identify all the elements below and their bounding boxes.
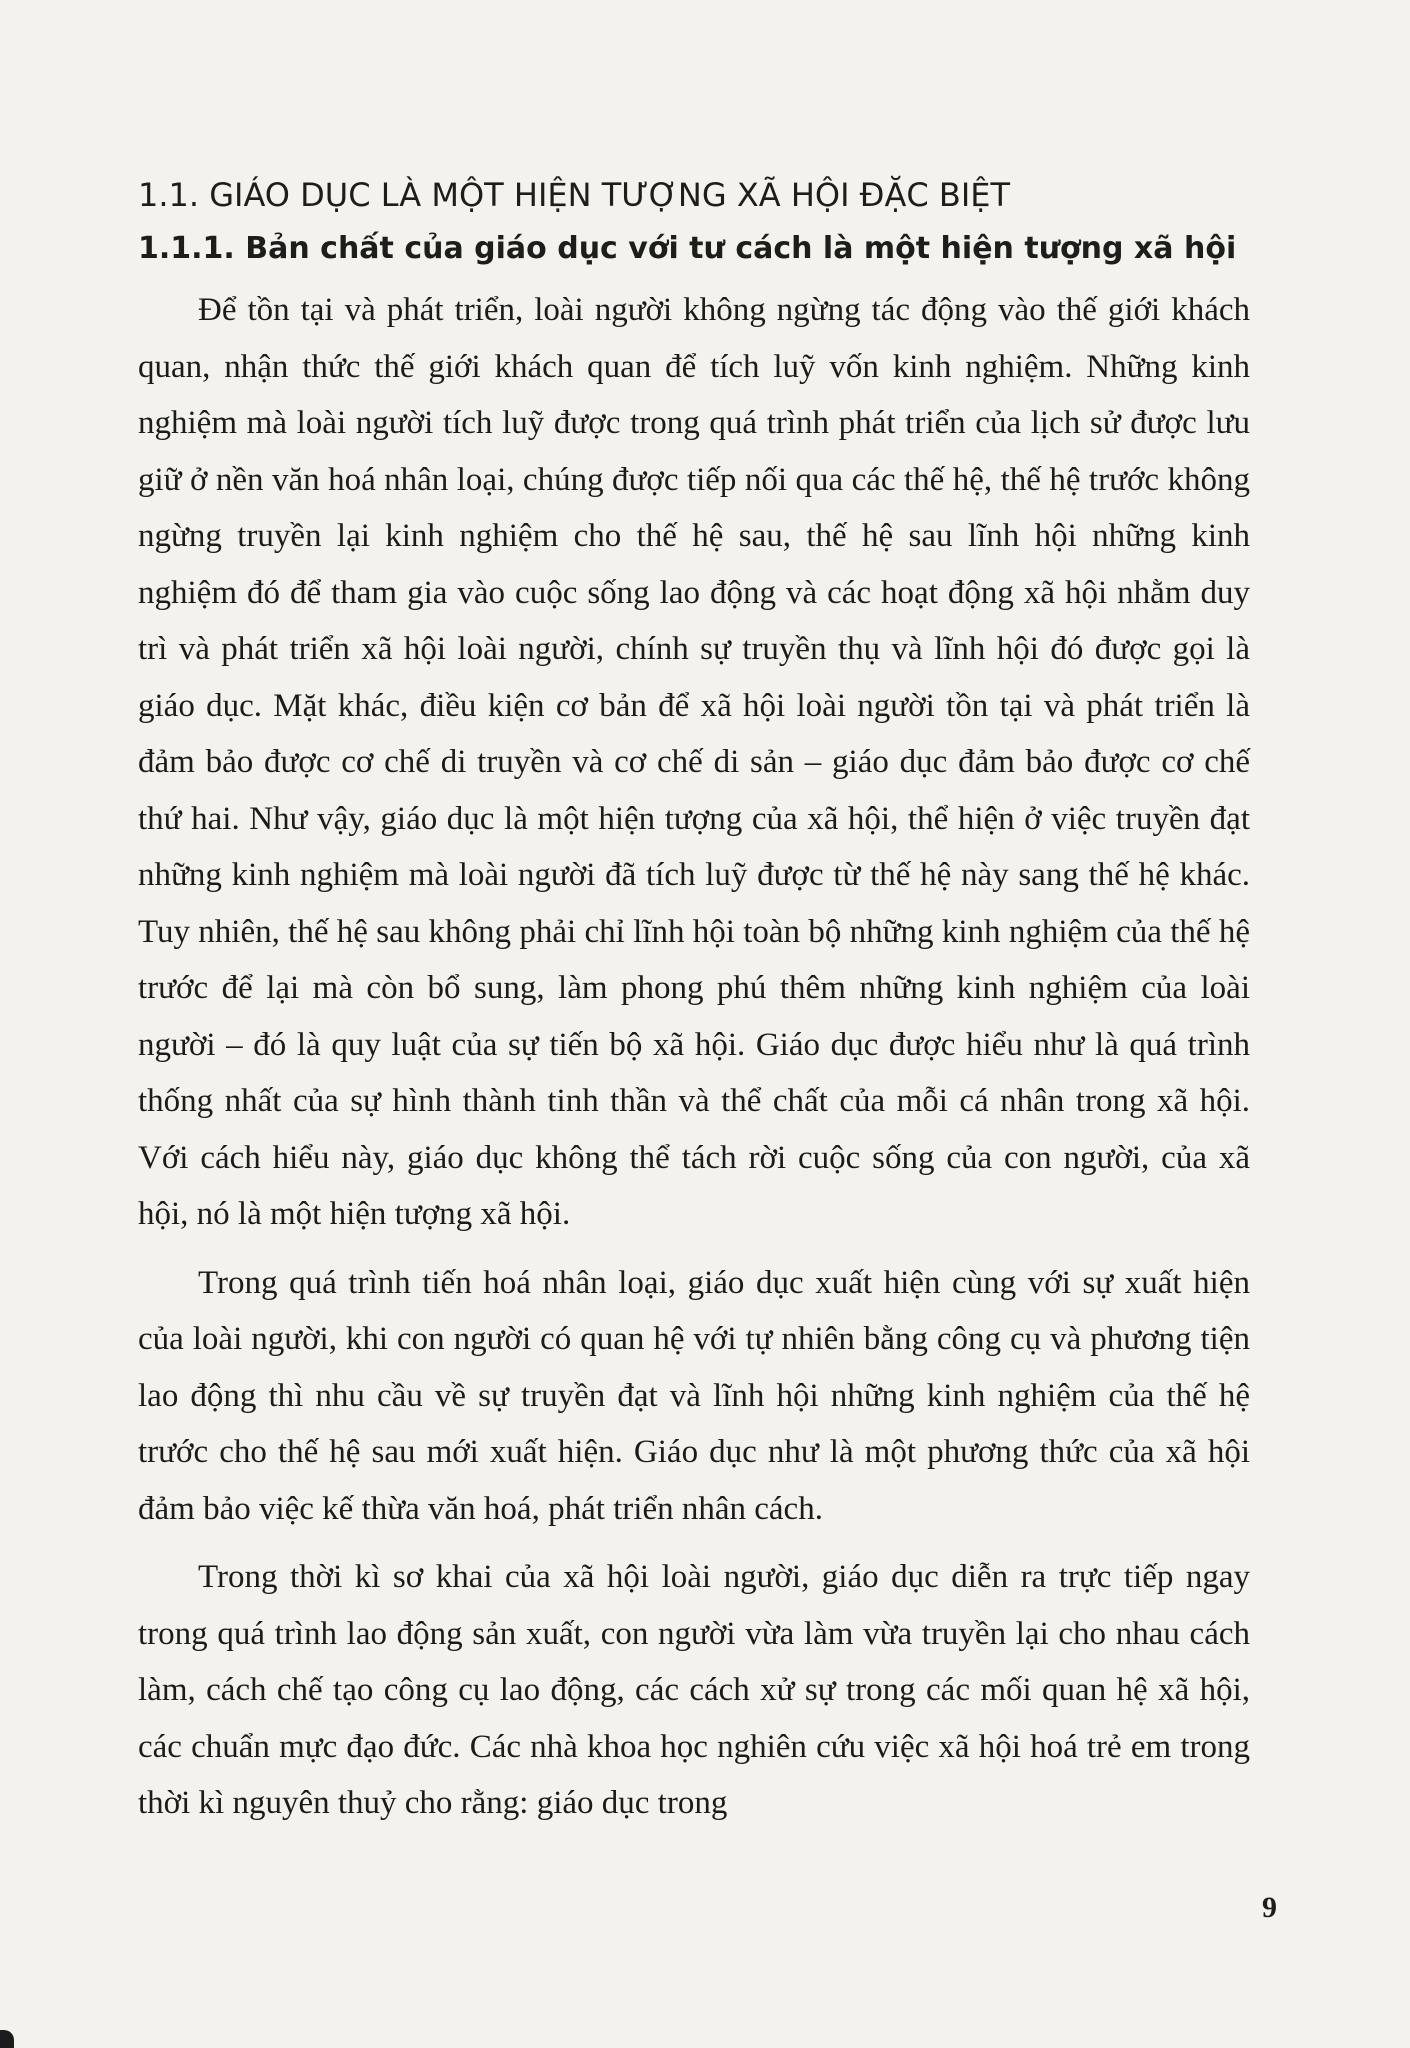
subsection-heading: 1.1.1. Bản chất của giáo dục với tư cách là một hiện tượng xã hội: [138, 231, 1237, 266]
scan-edge-mark: [0, 2030, 14, 2048]
paragraph-3: Trong thời kì sơ khai của xã hội loài người, giáo dục diễn ra trực tiếp ngay trong quá trình lao động sản xuất, con người vừa làm vừa truyền lại cho nhau cách làm, cách chế tạo công cụ lao động, các cách xử sự trong các mối quan hệ xã hội, các chuẩn mực đạo đức. Các nhà khoa học nghiên cứu việc xã hội hoá trẻ em trong thời kì nguyên thuỷ cho rằng: giáo dục trong: [138, 1559, 1250, 1821]
section-heading: 1.1. GIÁO DỤC LÀ MỘT HIỆN TƯỢNG XÃ HỘI ĐẶC BIỆT: [138, 176, 1011, 214]
page-content: [138, 168, 1250, 1844]
page-number: 9: [1262, 1891, 1277, 1924]
paragraph-2: Trong quá trình tiến hoá nhân loại, giáo dục xuất hiện cùng với sự xuất hiện của loài người, khi con người có quan hệ với tự nhiên bằng công cụ và phương tiện lao động thì nhu cầu về sự truyền đạt và lĩnh hội những kinh nghiệm của thế hệ trước cho thế hệ sau mới xuất hiện. Giáo dục như là một phương thức của xã hội đảm bảo việc kế thừa văn hoá, phát triển nhân cách.: [138, 1264, 1250, 1527]
paragraph-1: Để tồn tại và phát triển, loài người không ngừng tác động vào thế giới khách quan, nhận thức thế giới khách quan để tích luỹ vốn kinh nghiệm. Những kinh nghiệm mà loài người tích luỹ được trong quá trình phát triển của lịch sử được lưu giữ ở nền văn hoá nhân loại, chúng được tiếp nối qua các thế hệ, thế hệ trước không ngừng truyền lại kinh nghiệm cho thế hệ sau, thế hệ sau lĩnh hội những kinh nghiệm đó để tham gia vào cuộc sống lao động và các hoạt động xã hội nhằm duy trì và phát triển xã hội loài người, chính sự truyền thụ và lĩnh hội đó được gọi là giáo dục. Mặt khác, điều kiện cơ bản để xã hội loài người tồn tại và phát triển là đảm bảo được cơ chế di truyền và cơ chế di sản – giáo dục đảm bảo được cơ chế thứ hai. Như vậy, giáo dục là một hiện tượng của xã hội, thể hiện ở việc truyền đạt những kinh nghiệm mà loài người đã tích luỹ được từ thế hệ này sang thế hệ khác. Tuy nhiên, thế hệ sau không phải chỉ lĩnh hội toàn bộ những kinh nghiệm của thế hệ trước để lại mà còn bổ sung, làm phong phú thêm những kinh nghiệm của loài người – đó là quy luật của sự tiến bộ xã hội. Giáo dục được hiểu như là quá trình thống nhất của sự hình thành tinh thần và thể chất của mỗi cá nhân trong xã hội. Với cách hiểu này, giáo dục không thể tách rời cuộc sống của con người, của xã hội, nó là một hiện tượng xã hội.: [138, 292, 1250, 1232]
